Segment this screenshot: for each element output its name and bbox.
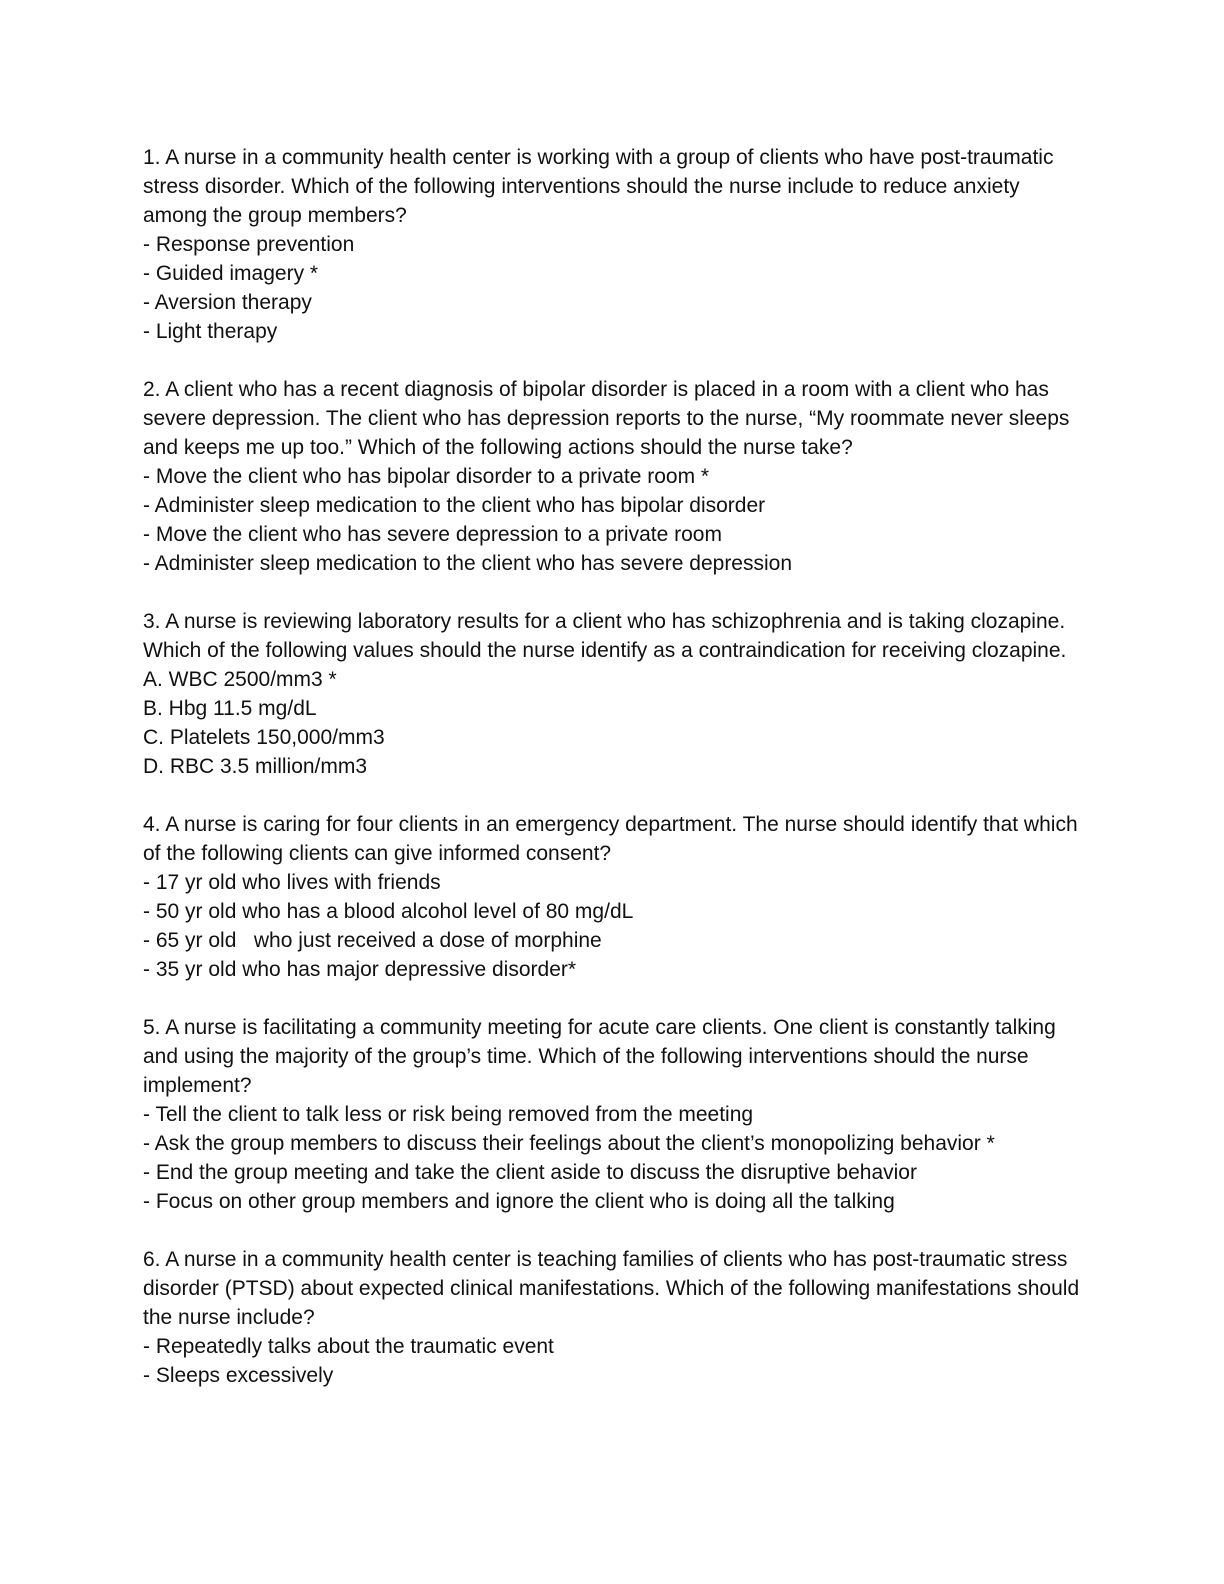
- answer-option: - 35 yr old who has major depressive disorder*: [143, 958, 577, 981]
- question-stem: 5. A nurse is facilitating a community meeting for acute care clients. One client is constantly talking and using the majority of the group’s time. Which of the following interventions should the nurse implement?: [143, 1016, 1062, 1097]
- answer-option: - Tell the client to talk less or risk being removed from the meeting: [143, 1103, 754, 1126]
- question-4: [143, 810, 1083, 984]
- answer-option: - End the group meeting and take the client aside to discuss the disruptive behavior: [143, 1161, 917, 1184]
- question-6: [143, 1245, 1083, 1390]
- question-stem: 1. A nurse in a community health center is working with a group of clients who have post-traumatic stress disorder. Which of the following interventions should the nurse include to reduce anxiety among the group members?: [143, 146, 1060, 227]
- answer-options: [143, 462, 1083, 578]
- answer-option: C. Platelets 150,000/mm3: [143, 726, 385, 749]
- answer-option: - 17 yr old who lives with friends: [143, 871, 441, 894]
- answer-option: - Sleeps excessively: [143, 1364, 334, 1387]
- answer-option: B. Hbg 11.5 mg/dL: [143, 697, 317, 720]
- answer-option: - Ask the group members to discuss their feelings about the client’s monopolizing behavior *: [143, 1132, 995, 1155]
- answer-option: D. RBC 3.5 million/mm3: [143, 755, 368, 778]
- answer-option: - Repeatedly talks about the traumatic event: [143, 1335, 554, 1358]
- answer-option: - Light therapy: [143, 320, 278, 343]
- question-stem: 6. A nurse in a community health center is teaching families of clients who has post-traumatic stress disorder (PTSD) about expected clinical manifestations. Which of the following manifestations should the nurse include?: [143, 1248, 1085, 1329]
- question-stem: 4. A nurse is caring for four clients in an emergency department. The nurse should identify that which of the following clients can give informed consent?: [143, 813, 1084, 865]
- question-stem: 3. A nurse is reviewing laboratory results for a client who has schizophrenia and is taking clozapine. Which of the following values should the nurse identify as a contraindication for receiving clozapine.: [143, 610, 1072, 662]
- answer-option: - Move the client who has bipolar disorder to a private room *: [143, 465, 710, 488]
- answer-option: A. WBC 2500/mm3 *: [143, 668, 337, 691]
- document-body: [143, 143, 1083, 1419]
- answer-option: - Move the client who has severe depression to a private room: [143, 523, 722, 546]
- answer-options: [143, 1100, 1083, 1216]
- question-stem: 2. A client who has a recent diagnosis of bipolar disorder is placed in a room with a client who has severe depression. The client who has depression reports to the nurse, “My roommate never sleeps and keeps me up too.” Which of the following actions should the nurse take?: [143, 378, 1076, 459]
- question-1: [143, 143, 1083, 346]
- answer-options: [143, 665, 1083, 781]
- answer-option: - Aversion therapy: [143, 291, 312, 314]
- question-5: [143, 1013, 1083, 1216]
- answer-option: - Administer sleep medication to the client who has severe depression: [143, 552, 793, 575]
- answer-option: - 50 yr old who has a blood alcohol level of 80 mg/dL: [143, 900, 634, 923]
- question-3: [143, 607, 1083, 781]
- answer-options: [143, 1332, 1083, 1390]
- answer-option: - Response prevention: [143, 233, 355, 256]
- question-2: [143, 375, 1083, 578]
- answer-option: - Focus on other group members and ignore the client who is doing all the talking: [143, 1190, 895, 1213]
- answer-option: - Administer sleep medication to the client who has bipolar disorder: [143, 494, 766, 517]
- answer-option: - Guided imagery *: [143, 262, 319, 285]
- answer-option: - 65 yr old who just received a dose of morphine: [143, 929, 602, 952]
- answer-options: [143, 868, 1083, 984]
- answer-options: [143, 230, 1083, 346]
